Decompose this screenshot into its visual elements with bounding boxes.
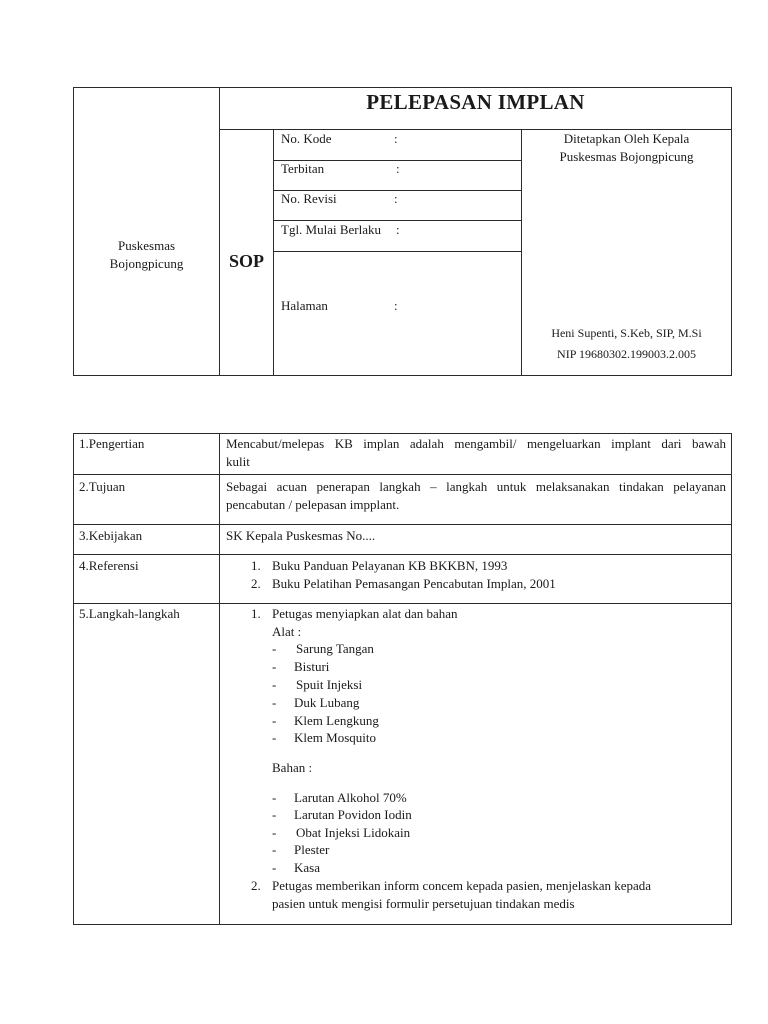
field-halaman-label: Halaman xyxy=(281,298,328,313)
step-number: 2. xyxy=(251,878,261,893)
alat-heading: Alat : xyxy=(272,624,302,639)
list-dash: - xyxy=(272,790,277,805)
bahan-item: Plester xyxy=(294,842,330,857)
bahan-item: Obat Injeksi Lidokain xyxy=(296,825,411,840)
bahan-heading: Bahan : xyxy=(272,760,313,775)
referensi-item-text: Buku Panduan Pelayanan KB BKKBN, 1993 xyxy=(272,558,508,573)
section-label-langkah: 5.Langkah-langkah xyxy=(79,606,180,621)
step-text: Petugas menyiapkan alat dan bahan xyxy=(272,606,458,621)
section-label-referensi: 4.Referensi xyxy=(79,558,139,573)
field-halaman-sep: : xyxy=(394,298,398,313)
step-text: pasien untuk mengisi formulir persetujuan tindakan medis xyxy=(272,896,575,911)
tujuan-text-line1: Sebagai acuan penerapan langkah – langkah untuk melaksanakan tindakan pelayanan xyxy=(226,479,726,494)
referensi-item-text: Buku Pelatihan Pemasangan Pencabutan Implan, 2001 xyxy=(272,576,556,591)
tujuan-text-line2: pencabutan / pelepasan impplant. xyxy=(226,497,400,512)
organization-name-line1: Puskesmas xyxy=(117,238,176,253)
sop-label: SOP xyxy=(228,251,264,271)
step-text: Petugas memberikan inform concem kepada pasien, menjelaskan kepada xyxy=(272,878,652,893)
pengertian-text-line2: kulit xyxy=(226,454,250,469)
field-no-revisi-label: No. Revisi xyxy=(281,191,337,206)
field-tgl-mulai-label: Tgl. Mulai Berlaku xyxy=(281,222,382,237)
referensi-item-number: 1. xyxy=(251,558,261,573)
alat-item: Klem Mosquito xyxy=(294,730,376,745)
alat-item: Bisturi xyxy=(294,659,330,674)
section-label-tujuan: 2.Tujuan xyxy=(79,479,126,494)
list-dash: - xyxy=(272,842,277,857)
signer-nip: NIP 19680302.199003.2.005 xyxy=(557,347,696,361)
signer-name: Heni Supenti, S.Keb, SIP, M.Si xyxy=(551,326,702,340)
field-no-revisi-sep: : xyxy=(394,191,398,206)
document-title: PELEPASAN IMPLAN xyxy=(366,90,585,114)
list-dash: - xyxy=(272,807,277,822)
referensi-item-number: 2. xyxy=(251,576,261,591)
list-dash: - xyxy=(272,641,277,656)
bahan-item: Larutan Povidon Iodin xyxy=(294,807,412,822)
list-dash: - xyxy=(272,713,277,728)
field-no-kode-sep: : xyxy=(394,131,398,146)
list-dash: - xyxy=(272,695,277,710)
field-terbitan-sep: : xyxy=(396,161,400,176)
list-dash: - xyxy=(272,730,277,745)
step-number: 1. xyxy=(251,606,261,621)
list-dash: - xyxy=(272,825,277,840)
list-dash: - xyxy=(272,860,277,875)
list-dash: - xyxy=(272,677,277,692)
alat-item: Sarung Tangan xyxy=(296,641,374,656)
alat-item: Klem Lengkung xyxy=(294,713,379,728)
alat-item: Duk Lubang xyxy=(294,695,360,710)
organization-name-line2: Bojongpicung xyxy=(109,256,184,271)
field-terbitan-label: Terbitan xyxy=(281,161,325,176)
alat-item: Spuit Injeksi xyxy=(296,677,363,692)
bahan-item: Larutan Alkohol 70% xyxy=(294,790,407,805)
field-tgl-mulai-sep: : xyxy=(396,222,400,237)
list-dash: - xyxy=(272,659,277,674)
section-label-kebijakan: 3.Kebijakan xyxy=(79,528,143,543)
approval-text-line1: Ditetapkan Oleh Kepala xyxy=(563,131,690,146)
bahan-item: Kasa xyxy=(294,860,320,875)
section-label-pengertian: 1.Pengertian xyxy=(79,436,145,451)
approval-text-line2: Puskesmas Bojongpicung xyxy=(559,149,694,164)
field-no-kode-label: No. Kode xyxy=(281,131,332,146)
kebijakan-text: SK Kepala Puskesmas No.... xyxy=(226,528,376,543)
pengertian-text-line1: Mencabut/melepas KB implan adalah mengambil/ mengeluarkan implant dari bawah xyxy=(226,436,726,451)
